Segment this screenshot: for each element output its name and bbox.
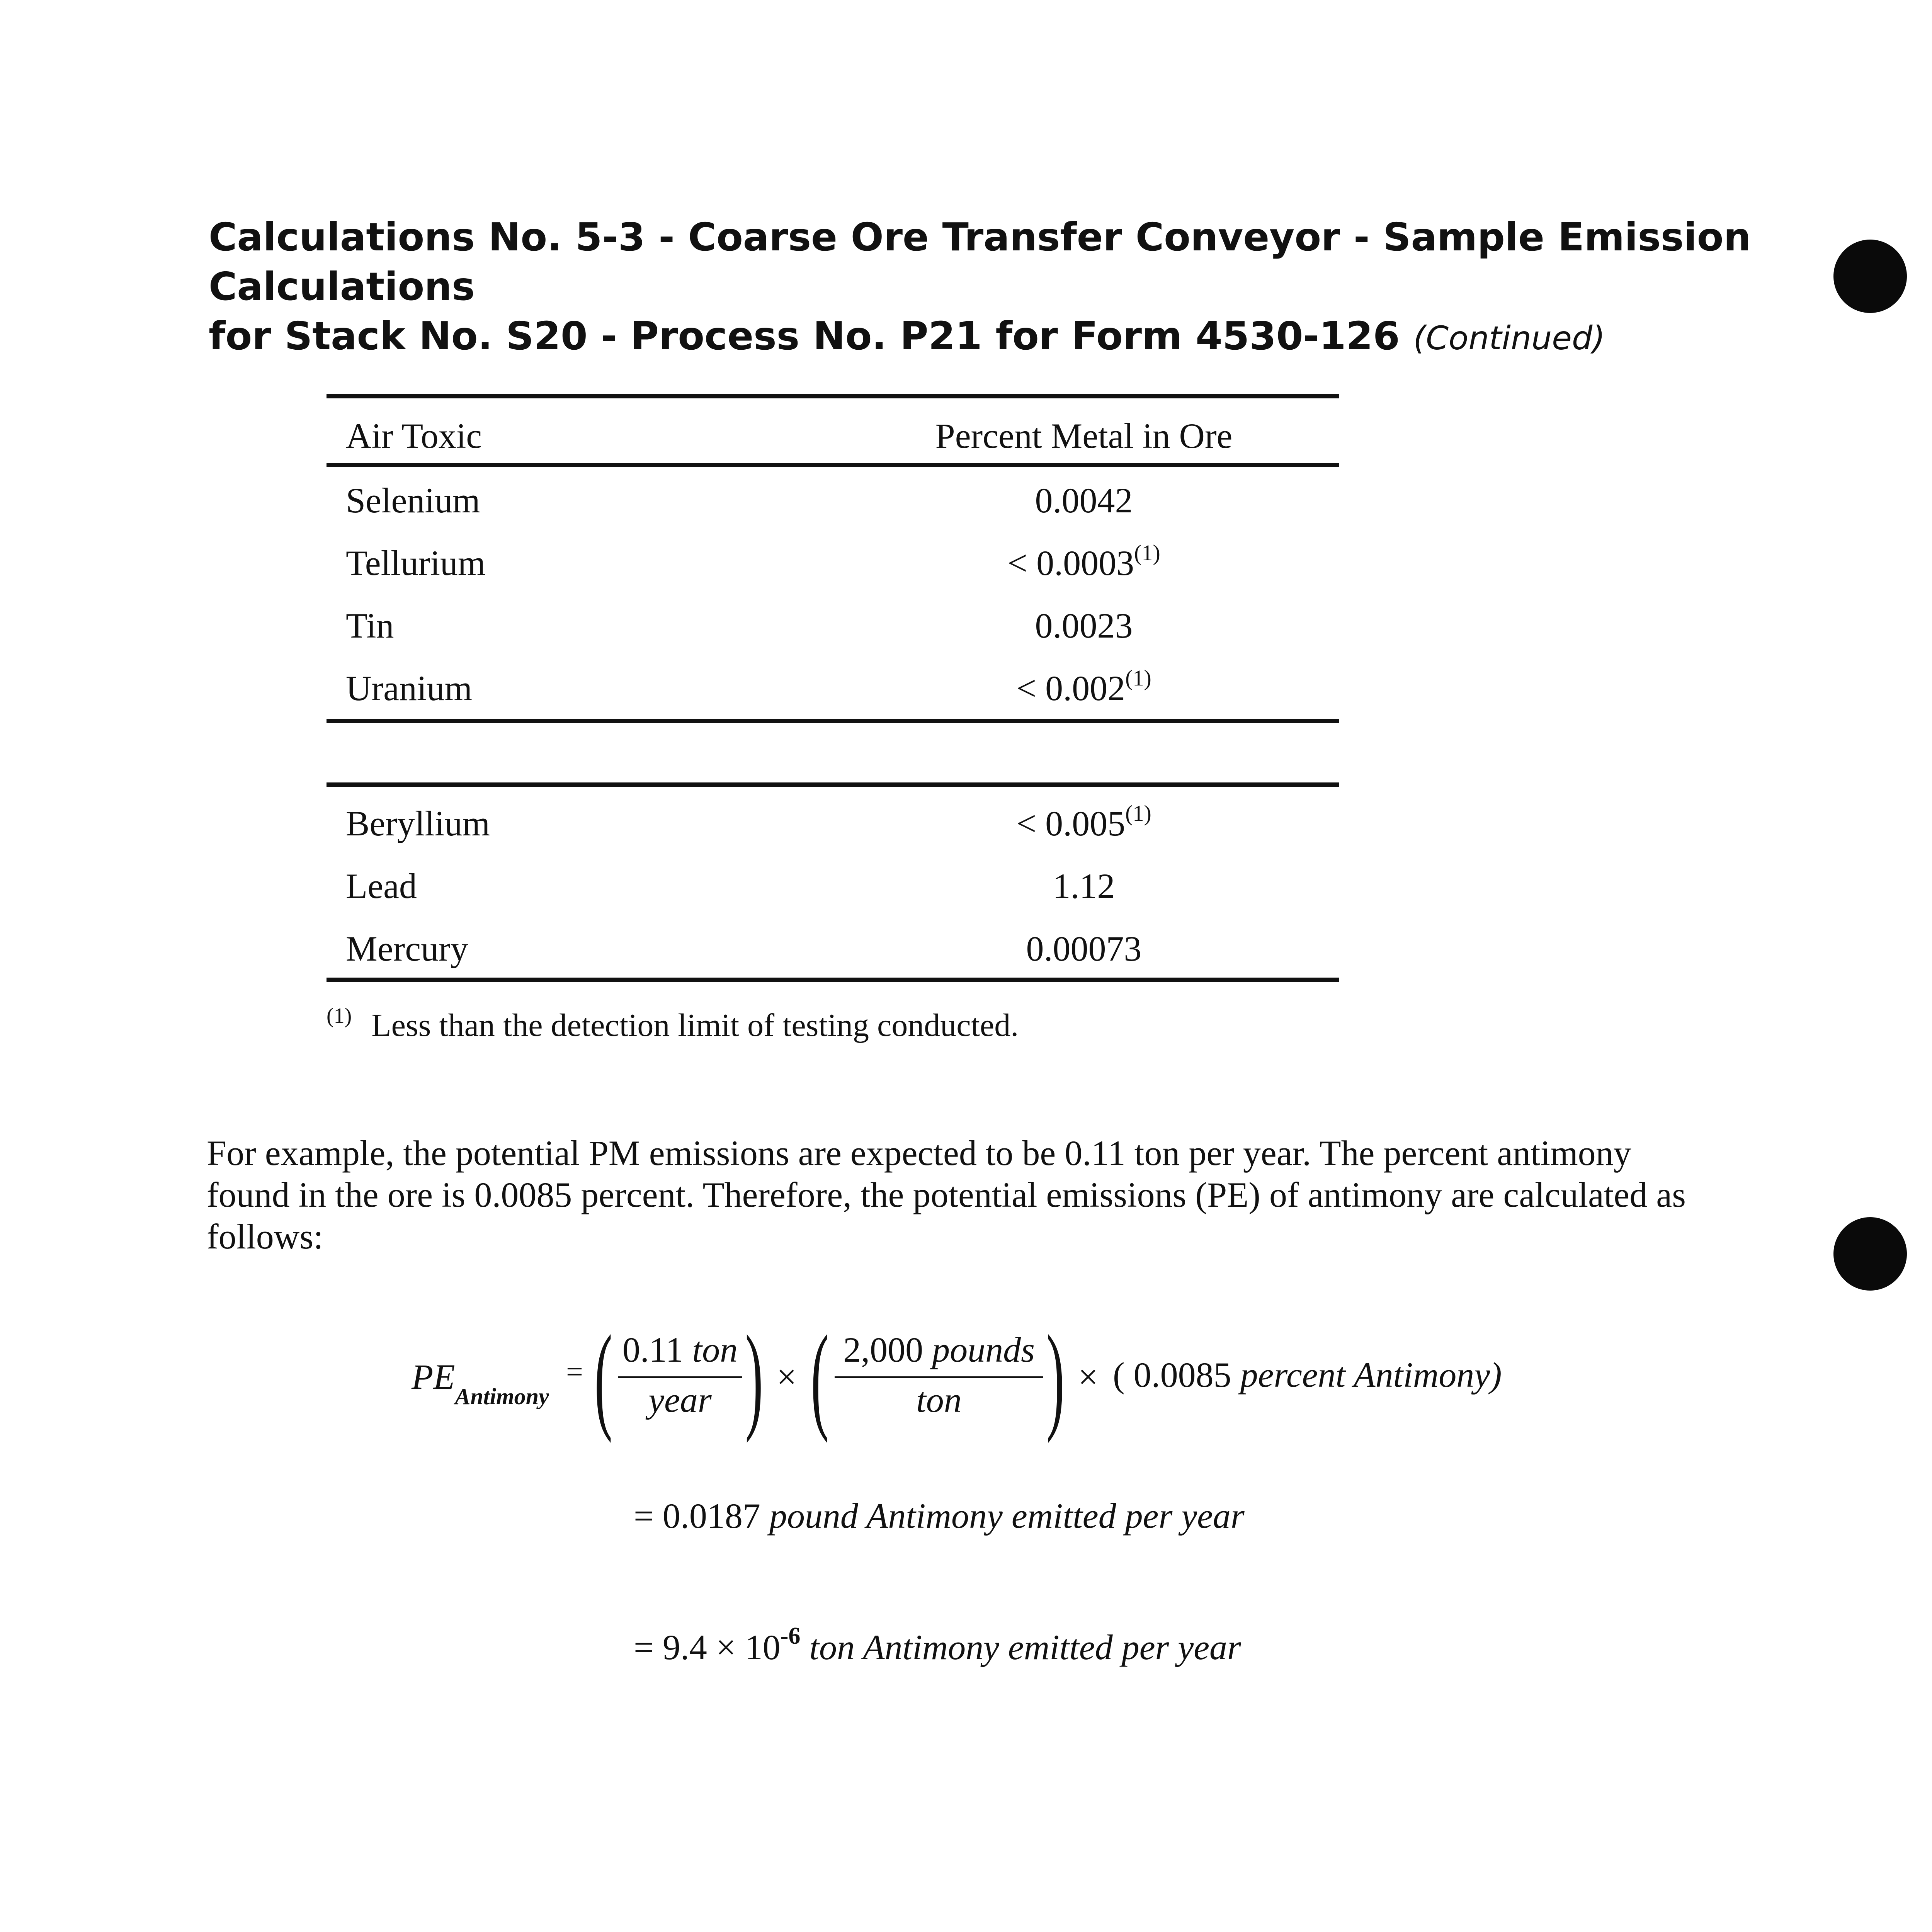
equation-lhs-subscript: Antimony bbox=[455, 1384, 549, 1409]
result-tons: = $9.4 \times 10^{-6}$ ton Antimony emitted per year bbox=[634, 1623, 1241, 1667]
fraction-1-numerator: 0.11 ton bbox=[622, 1330, 738, 1369]
toxic-value: 1.12 bbox=[1053, 866, 1115, 906]
toxic-name: Beryllium bbox=[346, 804, 490, 843]
header-rule bbox=[327, 463, 1339, 467]
result-pounds: = 0.0187 pound Antimony emitted per year bbox=[634, 1496, 1245, 1536]
title-line-1: Calculations No. 5-3 - Coarse Ore Transfer Conveyor - Sample Emission Calculations bbox=[209, 214, 1751, 309]
title-line-2 bbox=[209, 311, 1793, 363]
times-sign-2: × bbox=[1078, 1357, 1098, 1396]
right-paren-2: ) bbox=[1046, 1311, 1065, 1444]
table-bottom-rule bbox=[327, 978, 1339, 982]
toxic-value: 0.0042 bbox=[1035, 481, 1133, 520]
title-line-2-text: for Stack No. S20 - Process No. P21 for Form 4530-126 bbox=[209, 313, 1400, 359]
binder-hole-top bbox=[1833, 240, 1907, 313]
table-row bbox=[327, 605, 1339, 668]
group-divider-rule-2 bbox=[327, 782, 1339, 787]
fraction-1-denominator: year bbox=[648, 1380, 712, 1420]
body-paragraph: For example, the potential PM emissions are expected to be 0.11 ton per year. The percent antimony found in the ore is 0.0085 percent. Therefore, the potential emissions (PE) of antimony are calculated as follows: bbox=[207, 1133, 1686, 1256]
fraction-2-numerator: 2,000 pounds bbox=[843, 1330, 1035, 1369]
toxic-value: < $0.005^{(1)}$ bbox=[1016, 801, 1151, 843]
fraction-2-denominator: ton bbox=[916, 1380, 962, 1420]
toxic-value: < $0.002^{(1)}$ bbox=[1016, 665, 1151, 708]
table-top-rule bbox=[327, 394, 1339, 398]
header-percent-metal: Percent Metal in Ore bbox=[935, 416, 1233, 456]
toxic-value: 0.0023 bbox=[1035, 606, 1133, 645]
toxic-value: < $0.0003^{(1)}$ bbox=[1007, 540, 1160, 583]
page-title bbox=[209, 213, 1793, 363]
left-paren-1: ( bbox=[594, 1311, 612, 1444]
air-toxic-table bbox=[327, 394, 1339, 985]
footnote-mark: (1) bbox=[327, 1004, 352, 1028]
right-paren-1: ) bbox=[745, 1311, 763, 1444]
times-sign-1: × bbox=[777, 1357, 797, 1396]
equation-equals: = bbox=[566, 1355, 583, 1388]
pe-equation bbox=[0, 1311, 1932, 1689]
continued-label: (Continued) bbox=[1413, 319, 1605, 357]
group-divider-rule-1 bbox=[327, 719, 1339, 723]
toxic-name: Tin bbox=[346, 606, 394, 645]
binder-hole-middle bbox=[1833, 1217, 1907, 1291]
fraction-1-bar bbox=[618, 1376, 742, 1378]
toxic-name: Tellurium bbox=[346, 543, 486, 583]
toxic-name: Lead bbox=[346, 866, 417, 906]
left-paren-2: ( bbox=[811, 1311, 829, 1444]
fraction-2-bar bbox=[835, 1376, 1043, 1378]
table-footnote bbox=[327, 1004, 1019, 1044]
equation-lhs: $PE_{Antimony}$ bbox=[412, 1357, 549, 1409]
table-row bbox=[327, 540, 1339, 605]
percent-term: ( 0.0085 percent Antimony) bbox=[1113, 1355, 1502, 1395]
table-row bbox=[327, 480, 1339, 543]
header-air-toxic: Air Toxic bbox=[346, 416, 482, 456]
toxic-value: 0.00073 bbox=[1026, 929, 1142, 968]
toxic-name: Selenium bbox=[346, 481, 480, 520]
toxic-name: Uranium bbox=[346, 668, 473, 708]
table-row bbox=[327, 866, 1339, 928]
toxic-name: Mercury bbox=[346, 929, 468, 968]
table-header-row bbox=[327, 415, 1339, 478]
table-row bbox=[327, 803, 1339, 866]
footnote-text: Less than the detection limit of testing conducted. bbox=[371, 1007, 1019, 1043]
